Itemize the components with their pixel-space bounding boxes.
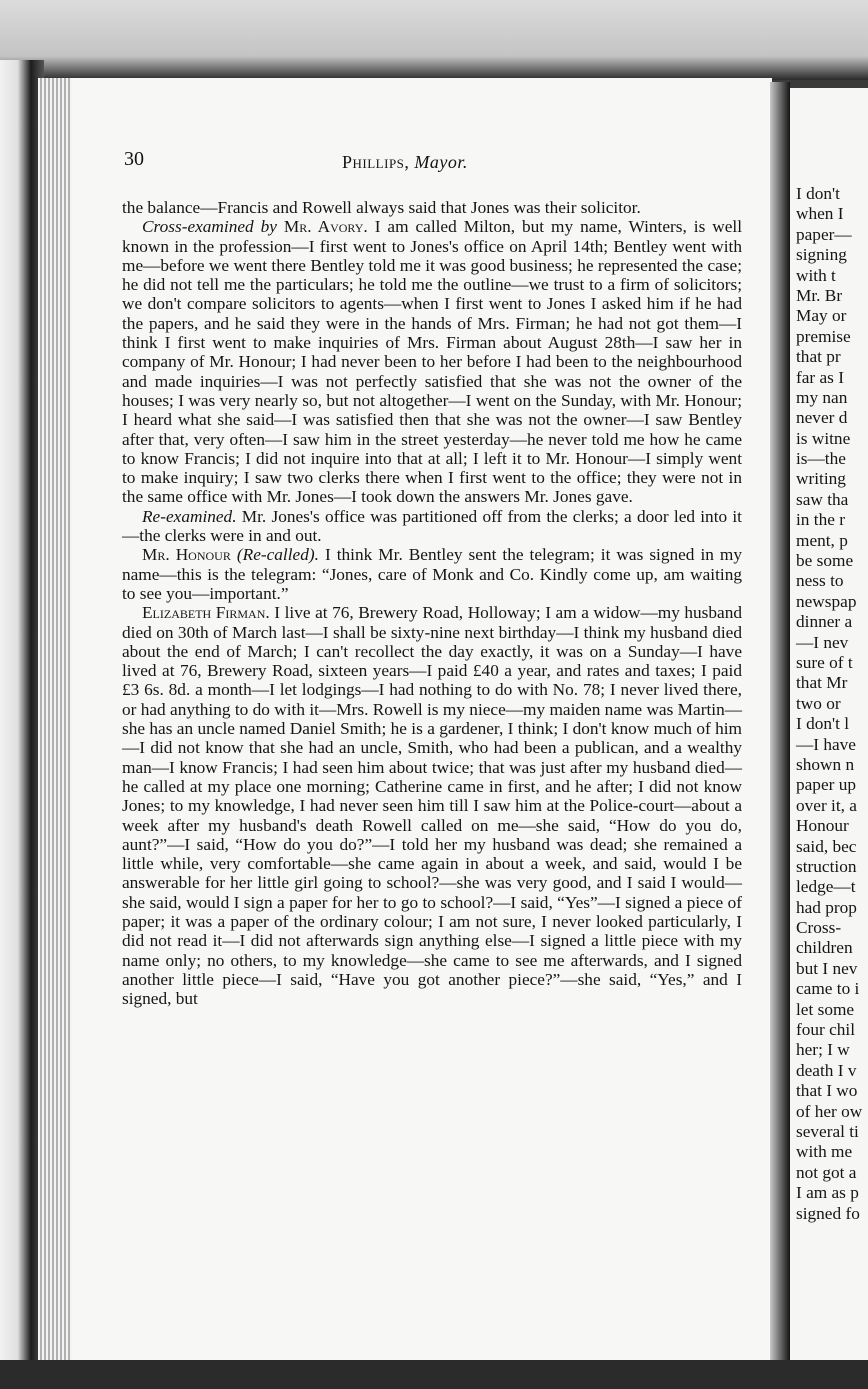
facing-page-line: Mr. Br (796, 285, 843, 305)
facing-page-line: be some (796, 551, 854, 571)
facing-page-line: newspap (796, 591, 857, 611)
facing-page-line: had prop (796, 897, 857, 917)
facing-page-line: came to i (796, 979, 860, 999)
recalled-label: (Re-called). (236, 545, 319, 565)
facing-page (790, 88, 868, 1378)
honour-testimony: I think Mr. Bentley sent the telegram; it was signed in my name—this is the telegram: “Jones, care of Monk and Co. Kindly come up, am waiting to see you—important.” (122, 545, 742, 603)
facing-page-line: with me (796, 1142, 853, 1162)
examiner-name: Mr. Avory. (283, 217, 368, 237)
facing-page-line: over it, a (796, 795, 857, 815)
running-head-title: Mayor. (414, 152, 468, 172)
facing-page-line: —I have (796, 734, 856, 754)
facing-page-line: never d (796, 408, 848, 428)
facing-page-line: paper up (796, 775, 856, 795)
facing-page-line: signed fo (796, 1203, 860, 1223)
facing-page-line: let some (796, 999, 855, 1019)
witness-firman-name: Elizabeth Firman. (142, 603, 270, 623)
paragraph-cross-examined (122, 217, 742, 506)
facing-page-line: ledge—t (796, 877, 856, 897)
cross-examined-text: I am called Milton, but my name, Winters, is well known in the profession—I first went to Jones's office on April 14th; Bentley went with me—before we went there Bentley told me it was good business; he represented the case; he did not tell me the particulars; he told me the outline—we trust to a firm of solicitors; we don't compare solicitors to agents—when I first went to Jones I asked him if he had the papers, and he said they were in the hands of Mrs. Firman; he had not got them—I think I first went to make inquiries of Mrs. Firman about August 28th—I saw her in company of Mr. Honour; I had never been to her before I had been to the neighbourhood and made inquiries—I was not perfectly satisfied that she was not the owner of the houses; I was very nearly so, but not altogether—I went on the Sunday, with Mr. Honour; I heard what she said—I was satisfied then that she was not the owner—I saw Bentley after that, very often—I saw him in the street yesterday—he never told me how he came to know Francis; I did not inquire into that at all; I left it to Mr. Honour—I simply went to make inquiry; I saw two clerks there when I first went to the office; they were not in the same office with Mr. Jones—I took down the answers Mr. Jones gave. (122, 217, 743, 507)
facing-page-line: signing (796, 245, 847, 265)
page-stack-edges (38, 78, 74, 1368)
facing-page-line: that pr (796, 347, 841, 367)
facing-page-line: is—the (796, 449, 846, 469)
facing-page-line: not got a (796, 1162, 857, 1182)
facing-page-line: I am as p (796, 1183, 859, 1203)
facing-page-line: four chil (796, 1020, 856, 1040)
facing-page-line: May or (796, 306, 847, 326)
page-body (122, 198, 742, 1008)
facing-page-line: far as I (796, 367, 844, 387)
facing-page-line: ment, p (796, 530, 848, 550)
facing-page-line: said, bec (796, 836, 857, 856)
facing-page-line: dinner a (796, 612, 853, 632)
book-top-edge (0, 0, 868, 80)
facing-page-line: in the r (796, 510, 845, 530)
facing-page-line: when I (796, 204, 844, 224)
book-gutter (770, 82, 790, 1372)
paragraph-honour-recalled (122, 545, 742, 603)
facing-page-line: —I nev (796, 632, 849, 652)
left-page (72, 78, 772, 1368)
witness-honour-name: Mr. Honour (142, 545, 231, 565)
facing-page-line: my nan (796, 387, 848, 407)
page-number: 30 (124, 148, 144, 170)
facing-page-line: paper— (796, 224, 852, 244)
facing-page-line: is witne (796, 428, 851, 448)
facing-page-line: saw tha (796, 489, 849, 509)
running-head-name: Phillips, (342, 152, 410, 172)
facing-page-line: premise (796, 326, 851, 346)
facing-page-line: with t (796, 265, 836, 285)
facing-page-line: shown n (796, 754, 855, 774)
facing-page-line: death I v (796, 1060, 857, 1080)
facing-page-line: I don't l (796, 714, 850, 734)
facing-page-line: sure of t (796, 652, 853, 672)
facing-page-line: writing (796, 469, 846, 489)
facing-page-line: ness to (796, 571, 844, 591)
facing-page-line: that I wo (796, 1081, 858, 1101)
facing-page-line: Cross- (796, 918, 842, 938)
facing-page-line: of her ow (796, 1101, 863, 1121)
running-head (342, 152, 468, 173)
facing-page-line: that Mr (796, 673, 848, 693)
book-bottom-edge (0, 1360, 868, 1389)
cross-examined-label: Cross-examined by (142, 217, 277, 237)
re-examined-text: Mr. Jones's office was partitioned off from the clerks; a door led into it—the clerks were in and out. (122, 506, 742, 546)
facing-page-text (796, 184, 862, 1224)
facing-page-line: struction (796, 856, 857, 876)
paragraph-balance: the balance—Francis and Rowell always said that Jones was their solicitor. (122, 198, 641, 217)
facing-page-line: her; I w (796, 1040, 850, 1060)
paragraph-firman-testimony (122, 603, 742, 1008)
facing-page-line: Honour (796, 816, 849, 836)
paragraph-re-examined (122, 507, 742, 546)
re-examined-label: Re-examined. (142, 506, 237, 526)
facing-page-line: I don't (796, 184, 840, 203)
facing-page-line: but I nev (796, 958, 858, 978)
facing-page-line: several ti (796, 1121, 859, 1141)
facing-page-line: children (796, 938, 853, 958)
facing-page-line: two or (796, 693, 841, 713)
firman-testimony: I live at 76, Brewery Road, Holloway; I am a widow—my husband died on 30th of March last—I shall be sixty-nine next birthday—I think my husband died about the end of March; I can't recollect the day exactly, it was on a Sunday—I have lived at 76, Brewery Road, sixteen years—I paid £40 a year, and rates and taxes; I paid £3 6s. 8d. a month—I let lodgings—I had nothing to do with No. 78; I never lived there, or had anything to do with it—Mrs. Rowell is my niece—my maiden name was Martin—she has an uncle named Daniel Smith; he is a gardener, I think; I don't know much of him—I did not know that she had an uncle, Smith, who had been a publican, and a wealthy man—I know Francis; I had seen him about twice; that was just after my husband died—he called at my place one morning; Catherine came in first, and he after; I did not know Jones; to my knowledge, I had never seen him till I saw him at the Police-court—about a week after my husband's death Rowell called on me—she said, “How do you do, aunt?”—I said, “How do you do?”—I told her my husband was dead; she remained a little while, very comfortable—she came again in about a week, and said, would I be answerable for her little girl going to school?—she was very good, and I said I would—she said, would I sign a paper for her to go to school?—I said, “Yes”—I signed a piece of paper; it was a paper of the ordinary colour; I am not sure, I never looked particularly, I did not read it—I did not afterwards sign anything else—I signed a little piece with my name only; no others, to my knowledge—she came to see me afterwards, and I signed another little piece—I said, “Have you got another piece?”—she said, “Yes,” and I signed, but (122, 603, 742, 1009)
